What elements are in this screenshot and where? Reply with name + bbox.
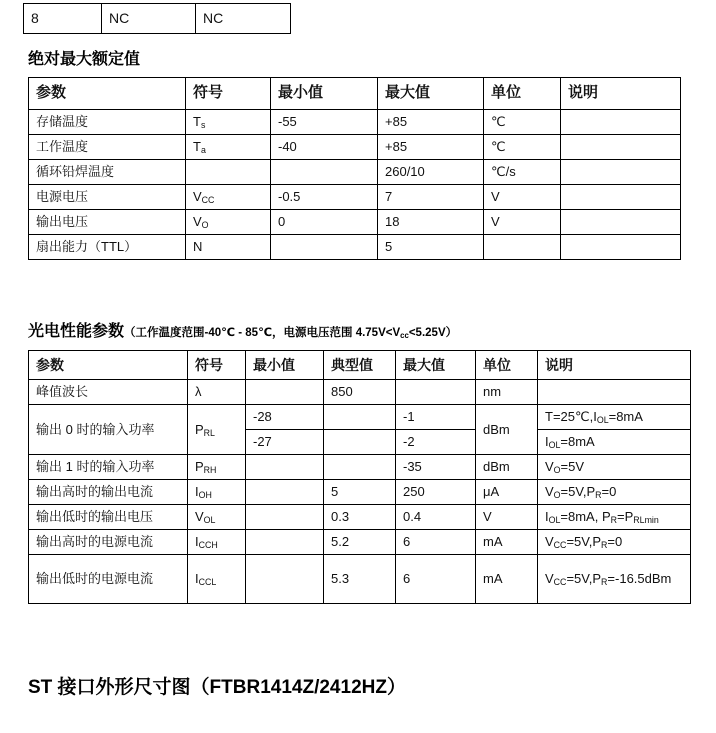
- unit-cell: ℃: [484, 110, 561, 135]
- max-cell: 250: [396, 480, 476, 505]
- unit-cell: dBm: [476, 405, 538, 455]
- max-cell: [396, 380, 476, 405]
- column-header-symbol: 符号: [188, 351, 246, 380]
- unit-cell: V: [484, 210, 561, 235]
- min-cell: [246, 380, 324, 405]
- column-header-max: 最大值: [396, 351, 476, 380]
- param-cell: 电源电压: [29, 185, 186, 210]
- unit-cell: μA: [476, 480, 538, 505]
- note-cell: [561, 235, 681, 260]
- pin-name-cell: NC: [102, 4, 196, 34]
- column-header-min: 最小值: [246, 351, 324, 380]
- max-cell: 260/10: [378, 160, 484, 185]
- max-cell: -2: [396, 430, 476, 455]
- min-cell: -55: [271, 110, 378, 135]
- table-row: [29, 235, 681, 260]
- max-cell: +85: [378, 135, 484, 160]
- min-cell: [271, 235, 378, 260]
- min-cell: [246, 455, 324, 480]
- note-cell: [561, 210, 681, 235]
- max-cell: -35: [396, 455, 476, 480]
- typ-cell: 5.3: [324, 555, 396, 604]
- section-title-absolute-max-ratings: 绝对最大额定值: [28, 51, 141, 68]
- symbol-cell: $T_s$: [186, 110, 271, 135]
- symbol-cell: $I_{CCH}$: [188, 530, 246, 555]
- table-row: [29, 505, 691, 530]
- param-cell: 输出 1 时的输入功率: [29, 455, 188, 480]
- symbol-cell: N: [186, 235, 271, 260]
- table-row: [29, 555, 691, 604]
- max-cell: 18: [378, 210, 484, 235]
- note-cell: [538, 380, 691, 405]
- absolute-max-ratings-table: [28, 77, 681, 260]
- typ-cell: [324, 430, 396, 455]
- table-row: [29, 380, 691, 405]
- param-cell: 扇出能力（TTL）: [29, 235, 186, 260]
- unit-cell: mA: [476, 530, 538, 555]
- param-cell: 峰值波长: [29, 380, 188, 405]
- min-cell: -28: [246, 405, 324, 430]
- max-cell: 6: [396, 555, 476, 604]
- section-title-conditions-note: （工作温度范围-40℃ - 85℃，电源电压范围 $4.75V<V_{cc}<5.25V$）: [124, 327, 458, 340]
- note-cell: [561, 185, 681, 210]
- min-cell: [246, 505, 324, 530]
- column-header-unit: 单位: [484, 78, 561, 110]
- table-row: [29, 185, 681, 210]
- note-cell: $I_{OL}=8mA$, $P_R=P_{RLmin}$: [538, 505, 691, 530]
- column-header-symbol: 符号: [186, 78, 271, 110]
- table-header-row: [29, 78, 681, 110]
- column-header-param: 参数: [29, 78, 186, 110]
- param-cell: 输出高时的输出电流: [29, 480, 188, 505]
- typ-cell: 5: [324, 480, 396, 505]
- param-cell: 输出高时的电源电流: [29, 530, 188, 555]
- param-cell: 输出低时的输出电压: [29, 505, 188, 530]
- note-cell: $V_O=5V$: [538, 455, 691, 480]
- typ-cell: [324, 455, 396, 480]
- min-cell: 0: [271, 210, 378, 235]
- table-row: [29, 210, 681, 235]
- min-cell: [246, 530, 324, 555]
- unit-cell: mA: [476, 555, 538, 604]
- param-cell: 输出 0 时的输入功率: [29, 405, 188, 455]
- min-cell: [271, 160, 378, 185]
- symbol-cell: $T_a$: [186, 135, 271, 160]
- table-row: [29, 110, 681, 135]
- column-header-note: 说明: [561, 78, 681, 110]
- param-cell: 工作温度: [29, 135, 186, 160]
- max-cell: -1: [396, 405, 476, 430]
- symbol-cell: $V_{OL}$: [188, 505, 246, 530]
- table-row: [29, 455, 691, 480]
- note-cell: $V_O=5V,P_R=0$: [538, 480, 691, 505]
- max-cell: +85: [378, 110, 484, 135]
- unit-cell: ℃/s: [484, 160, 561, 185]
- typ-cell: 0.3: [324, 505, 396, 530]
- param-cell: 循环铅焊温度: [29, 160, 186, 185]
- unit-cell: [484, 235, 561, 260]
- min-cell: [246, 480, 324, 505]
- symbol-cell: $V_O$: [186, 210, 271, 235]
- column-header-unit: 单位: [476, 351, 538, 380]
- section-title-st-connector-dimensions: ST 接口外形尺寸图（FTBR1414Z/2412HZ）: [28, 677, 406, 698]
- table-row: [29, 160, 681, 185]
- symbol-cell: $I_{CCL}$: [188, 555, 246, 604]
- table-row: [29, 135, 681, 160]
- table-row: [29, 480, 691, 505]
- param-cell: 存储温度: [29, 110, 186, 135]
- symbol-cell: $P_{RL}$: [188, 405, 246, 455]
- note-cell: [561, 135, 681, 160]
- min-cell: -0.5: [271, 185, 378, 210]
- max-cell: 6: [396, 530, 476, 555]
- column-header-min: 最小值: [271, 78, 378, 110]
- unit-cell: dBm: [476, 455, 538, 480]
- param-cell: 输出电压: [29, 210, 186, 235]
- pin-table: [23, 3, 291, 34]
- column-header-typ: 典型值: [324, 351, 396, 380]
- typ-cell: [324, 405, 396, 430]
- column-header-param: 参数: [29, 351, 188, 380]
- typ-cell: 5.2: [324, 530, 396, 555]
- unit-cell: ℃: [484, 135, 561, 160]
- table-header-row: [29, 351, 691, 380]
- pin-number-cell: 8: [24, 4, 102, 34]
- note-cell: $V_{CC}=5V,P_R=-16.5dBm$: [538, 555, 691, 604]
- column-header-note: 说明: [538, 351, 691, 380]
- pin-signal-cell: NC: [196, 4, 291, 34]
- table-row: [24, 4, 291, 34]
- table-row: [29, 530, 691, 555]
- note-cell: $T=25℃,I_{OL}=8mA$: [538, 405, 691, 430]
- min-cell: -27: [246, 430, 324, 455]
- unit-cell: V: [484, 185, 561, 210]
- note-cell: [561, 110, 681, 135]
- unit-cell: V: [476, 505, 538, 530]
- min-cell: -40: [271, 135, 378, 160]
- symbol-cell: λ: [188, 380, 246, 405]
- symbol-cell: [186, 160, 271, 185]
- table-row: [29, 405, 691, 430]
- max-cell: 5: [378, 235, 484, 260]
- unit-cell: nm: [476, 380, 538, 405]
- section-title-optoelectronic-params: [28, 318, 457, 341]
- param-cell: 输出低时的电源电流: [29, 555, 188, 604]
- max-cell: 7: [378, 185, 484, 210]
- note-cell: $I_{OL}=8mA$: [538, 430, 691, 455]
- column-header-max: 最大值: [378, 78, 484, 110]
- symbol-cell: $P_{RH}$: [188, 455, 246, 480]
- min-cell: [246, 555, 324, 604]
- symbol-cell: $I_{OH}$: [188, 480, 246, 505]
- note-cell: [561, 160, 681, 185]
- symbol-cell: $V_{CC}$: [186, 185, 271, 210]
- optoelectronic-params-table: [28, 350, 691, 604]
- max-cell: 0.4: [396, 505, 476, 530]
- note-cell: $V_{CC}=5V,P_R=0$: [538, 530, 691, 555]
- typ-cell: 850: [324, 380, 396, 405]
- section-title-main: 光电性能参数: [28, 323, 125, 340]
